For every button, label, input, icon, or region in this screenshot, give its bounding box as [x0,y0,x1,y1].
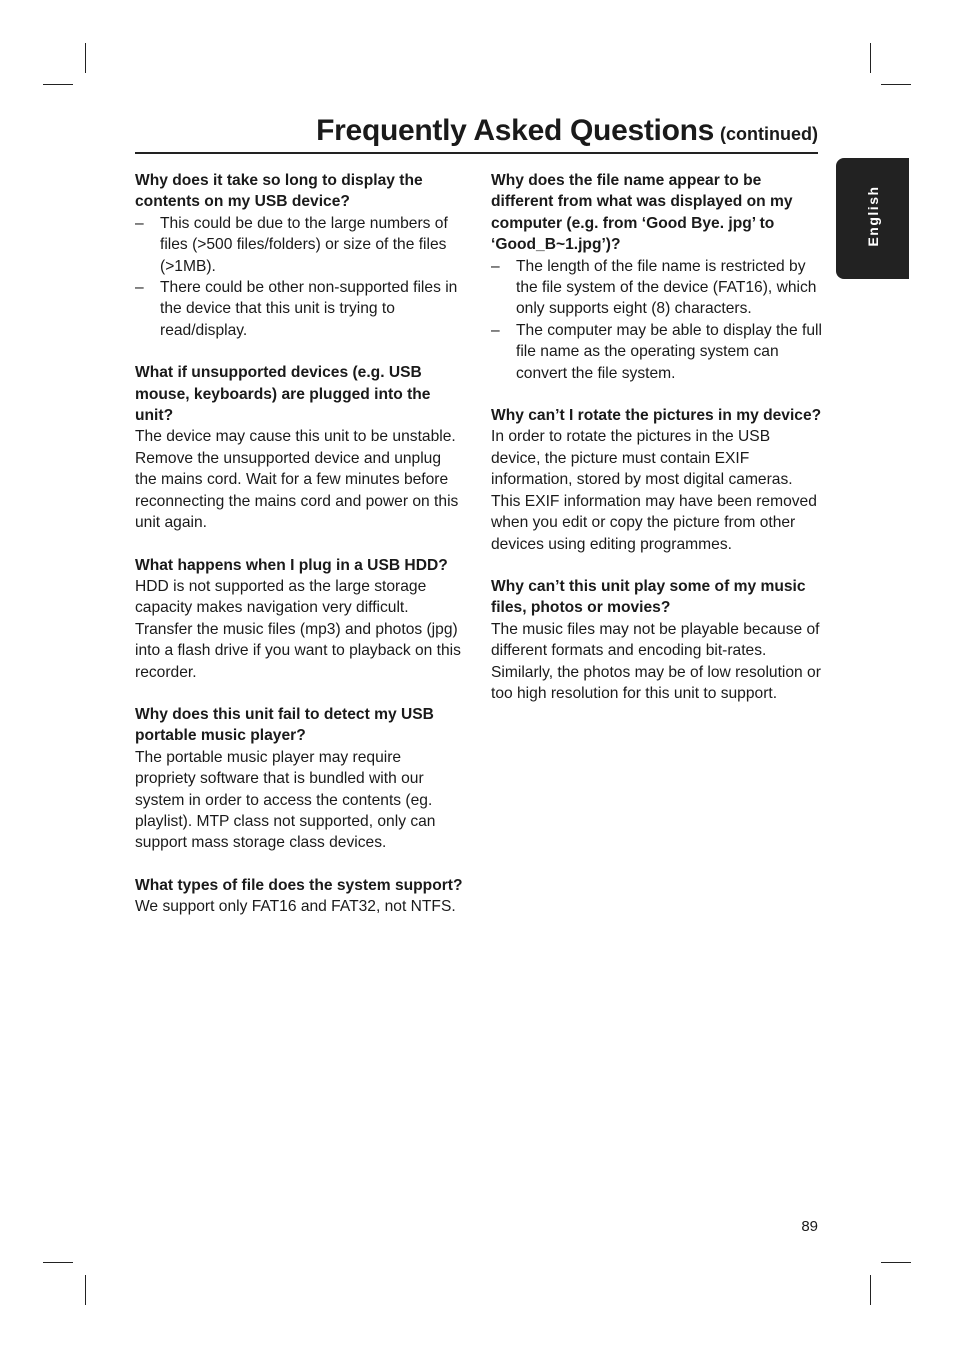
faq-answer: The portable music player may require propriety software that is bundled with our system in order to access the contents (eg. playlist). MTP class not supported, only can support mass storage class devices. [135,748,436,852]
page-number: 89 [801,1218,818,1235]
faq-answer-bullet: – This could be due to the large numbers of files (>500 files/folders) or size of the files (>1MB). [135,213,465,277]
page-title-text: Frequently Asked Questions [316,114,715,147]
faq-question: What types of file does the system support? [135,876,463,894]
crop-mark [870,1275,871,1305]
faq-answer: In order to rotate the pictures in the USB device, the picture must contain EXIF information, stored by most digital cameras. This EXIF information may have been removed when you edit or copy the picture from other devices using editing programmes. [491,428,817,553]
faq-answer-bullet: – The computer may be able to display the full file name as the operating system can convert the file system. [491,320,823,384]
faq-item [135,362,465,533]
crop-mark [85,1275,86,1305]
faq-item [135,555,465,683]
faq-question: What happens when I plug in a USB HDD? [135,556,448,574]
crop-mark [881,84,911,85]
page-title-continued: (continued) [720,124,818,144]
faq-question: Why can’t I rotate the pictures in my device? [491,407,822,425]
crop-mark [881,1262,911,1263]
faq-item [491,170,823,384]
faq-question: Why does the file name appear to be different from what was displayed on my computer (e.g. from ‘Good Bye. jpg’ to ‘Good_B~1.jpg’)? [491,172,793,254]
faq-answer-bullet: – There could be other non-supported files in the device that this unit is trying to read/display. [135,277,465,341]
faq-answer-bullet: – The length of the file name is restricted by the file system of the device (FAT16), which only supports eight (8) characters. [491,256,823,320]
faq-question: Why can’t this unit play some of my music files, photos or movies? [491,577,806,617]
crop-mark [43,84,73,85]
crop-mark [870,43,871,73]
faq-answer-list [135,213,465,341]
faq-column-left [135,170,465,939]
faq-item [135,170,465,341]
faq-answer: HDD is not supported as the large storage capacity makes navigation very difficult. Transfer the music files (mp3) and photos (jpg) into a flash drive if you want to playback on this recorder. [135,577,461,681]
page-title [135,114,818,154]
crop-mark [85,43,86,73]
faq-item [135,704,465,854]
faq-item [491,405,823,555]
faq-answer: We support only FAT16 and FAT32, not NTFS. [135,898,456,916]
faq-question: What if unsupported devices (e.g. USB mouse, keyboards) are plugged into the unit? [135,364,431,425]
faq-item [135,875,465,918]
crop-mark [43,1262,73,1263]
faq-item [491,576,823,704]
faq-answer: The music files may not be playable because of different formats and encoding bit-rates. Similarly, the photos may be of low resolution or too high resolution for this unit to support. [491,620,821,702]
faq-answer: The device may cause this unit to be unstable. Remove the unsupported device and unplug the mains cord. Wait for a few minutes before reconnecting the mains cord and power on this unit again. [135,428,459,532]
language-tab-label: English [864,185,881,247]
faq-question: Why does this unit fail to detect my USB portable music player? [135,705,434,745]
language-tab [836,158,909,279]
faq-answer-list [491,256,823,384]
faq-column-right [491,170,823,725]
faq-question: Why does it take so long to display the contents on my USB device? [135,172,423,211]
